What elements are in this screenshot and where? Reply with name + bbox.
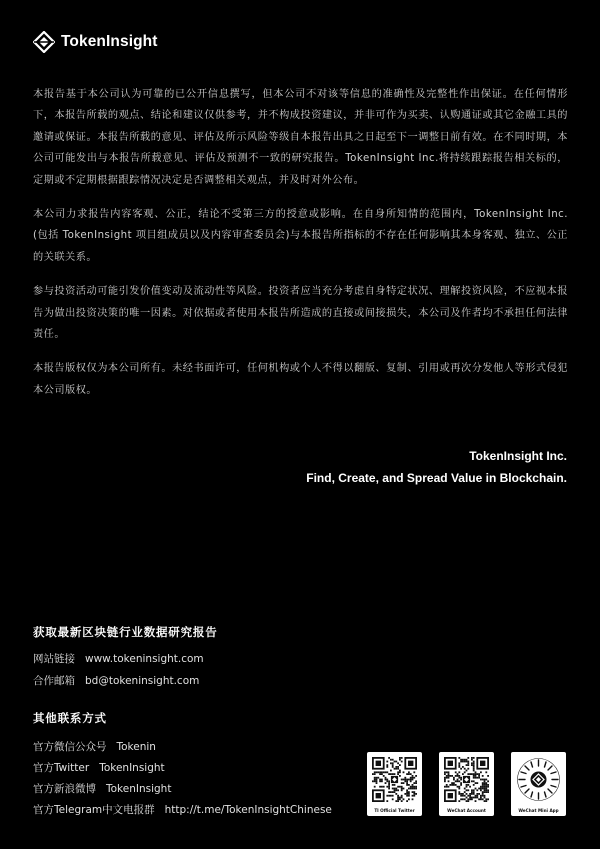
contact-value[interactable]: TokenInsight [99, 762, 165, 774]
company-slogan: Find, Create, and Spread Value in Blockchain. [306, 471, 567, 485]
contact-label: 官方新浪微博 [33, 783, 96, 795]
website-label: 网站链接 [33, 653, 75, 665]
contact-item-twitter [33, 760, 165, 775]
wechat-mini-app-code-icon [516, 757, 561, 802]
contact-item-telegram [33, 802, 332, 817]
qr-card-twitter [367, 752, 422, 816]
qr-caption: WeChat Mini App [518, 808, 559, 813]
company-name: TokenInsight Inc. [469, 449, 567, 463]
disclaimer-paragraph: 参与投资活动可能引发价值变动及流动性等风险。投资者应当充分考虑自身特定状况、理解投资风险，不应视本报告为做出投资决策的唯一因素。对依据或者使用本报告所造成的直接或间接损失，本公司及作者均不承担任何法律责任。 [33, 286, 568, 341]
email-link[interactable]: bd@tokeninsight.com [85, 675, 200, 687]
qr-caption: TI Official Twitter [374, 808, 415, 813]
brand-name: TokenInsight [61, 33, 158, 50]
reports-section-title: 获取最新区块链行业数据研究报告 [33, 625, 218, 639]
tokeninsight-logo-icon [33, 31, 55, 53]
signature-block [306, 445, 567, 489]
website-link[interactable]: www.tokeninsight.com [85, 653, 204, 665]
qr-caption: WeChat Account [447, 808, 486, 813]
wechat-account-qr-code-icon [444, 757, 489, 802]
contact-label: 官方Telegram中文电报群 [33, 804, 155, 816]
email-line [33, 673, 199, 688]
contact-label: 官方Twitter [33, 762, 90, 774]
contact-label: 官方微信公众号 [33, 741, 107, 753]
twitter-qr-code-icon [372, 757, 417, 802]
disclaimer-paragraph: 本公司力求报告内容客观、公正，结论不受第三方的授意或影响。在自身所知情的范围内，TokenInsight Inc.(包括 TokenInsight 项目组成员以及内容审查委员会)与本报告所指标的不存在任何影响其本身客观、独立、公正的关联关系。 [33, 209, 568, 263]
contacts-section-title: 其他联系方式 [33, 711, 107, 725]
telegram-link[interactable]: http://t.me/TokenInsightChinese [164, 804, 332, 816]
disclaimer-section [33, 84, 568, 414]
email-label: 合作邮箱 [33, 675, 75, 687]
qr-card-wechat [439, 752, 494, 816]
brand-logo [33, 31, 158, 53]
contact-value[interactable]: TokenInsight [106, 783, 172, 795]
contact-value: Tokenin [116, 741, 156, 753]
disclaimer-paragraph: 本报告基于本公司认为可靠的已公开信息撰写，但本公司不对该等信息的准确性及完整性作出保证。在任何情形下，本报告所载的观点、结论和建议仅供参考，并不构成投资建议，并非可作为买卖、认购通证或其它金融工具的邀请或保证。本报告所载的意见、评估及所示风险等级自本报告出具之日起至下一调整日前有效。在不同时期，本公司可能发出与本报告所载意见、评估及预测不一致的研究报告。TokenInsight Inc.将持续跟踪报告相关标的，定期或不定期根据跟踪情况决定是否调整相关观点，并及时对外公布。 [33, 89, 568, 186]
contact-item-wechat [33, 739, 156, 754]
disclaimer-paragraph: 本报告版权仅为本公司所有。未经书面许可，任何机构或个人不得以翻版、复制、引用或再次分发他人等形式侵犯本公司版权。 [33, 363, 568, 396]
qr-card-mini-app [511, 752, 566, 816]
website-line [33, 651, 204, 666]
qr-code-row [367, 752, 566, 816]
contact-item-weibo [33, 781, 171, 796]
